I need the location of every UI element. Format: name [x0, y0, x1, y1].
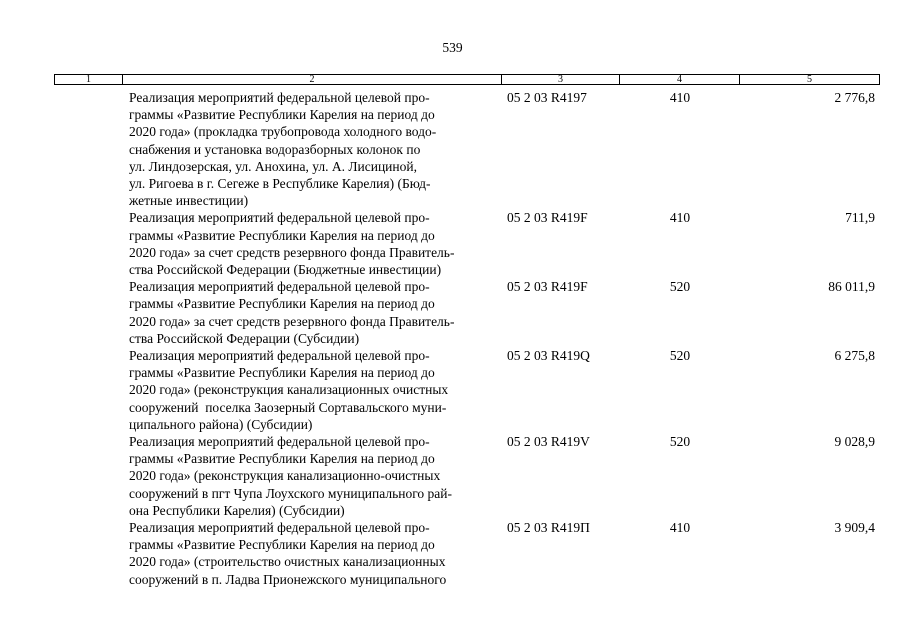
table-row	[0, 519, 905, 588]
row-expense-type: 520	[669, 279, 691, 295]
row-description: Реализация мероприятий федеральной целевой про- граммы «Развитие Республики Карелия на период до 2020 года» (строительство очистных канализационных сооружений в п. Ладва Прионежского муниципального	[129, 520, 447, 587]
row-expense-type: 410	[669, 210, 691, 226]
row-amount: 2 776,8	[834, 90, 875, 105]
row-code: 05 2 03 R419F	[507, 210, 588, 226]
table-row	[0, 347, 905, 433]
row-description: Реализация мероприятий федеральной целевой про- граммы «Развитие Республики Карелия на период до 2020 года» за счет средств резервного фонда Правитель- ства Российской Федерации (Бюджетные инвестиции)	[129, 210, 455, 278]
row-code: 05 2 03 R419F	[507, 279, 588, 295]
table-row	[0, 209, 905, 278]
row-expense-type: 520	[669, 348, 691, 364]
row-description: Реализация мероприятий федеральной целевой про- граммы «Развитие Республики Карелия на период до 2020 года» (реконструкция канализационных очистных сооружений поселка Заозерный Сортавальского муни- ципального района) (Субсидии)	[129, 348, 449, 432]
table-row	[0, 89, 905, 209]
row-expense-type: 520	[669, 434, 691, 450]
table-body	[0, 89, 905, 588]
row-code: 05 2 03 R419V	[507, 434, 590, 450]
row-code: 05 2 03 R4197	[507, 90, 587, 105]
row-description: Реализация мероприятий федеральной целевой про- граммы «Развитие Республики Карелия на период до 2020 года» (прокладка трубопровода холодного водо- снабжения и установка водоразборных колонок по ул. Линдозерская, ул. Анохина, ул. А. Лисициной, ул. Ригоева в г. Сегеже в Республике Карелия) (Бюд- жетные инвестиции)	[129, 90, 437, 209]
row-code: 05 2 03 R419П	[507, 520, 590, 536]
row-amount: 9 028,9	[834, 434, 875, 450]
row-description: Реализация мероприятий федеральной целевой про- граммы «Развитие Республики Карелия на период до 2020 года» (реконструкция канализационно-очистных сооружений в пгт Чупа Лоухского муниципального рай- она Республики Карелия) (Субсидии)	[129, 434, 453, 518]
column-header-2: 2	[123, 75, 502, 84]
row-code: 05 2 03 R419Q	[507, 348, 590, 364]
row-amount: 86 011,9	[828, 279, 875, 295]
table-header	[54, 74, 880, 85]
column-header-1: 1	[55, 75, 123, 84]
row-expense-type: 410	[669, 90, 691, 105]
page-number: 539	[442, 40, 463, 55]
row-amount: 3 909,4	[834, 520, 875, 536]
column-header-3: 3	[502, 75, 620, 84]
row-amount: 6 275,8	[834, 348, 875, 364]
column-header-5: 5	[807, 74, 812, 85]
column-header-4: 4	[620, 75, 740, 84]
row-amount: 711,9	[845, 210, 875, 226]
table-row	[0, 433, 905, 519]
row-description: Реализация мероприятий федеральной целевой про- граммы «Развитие Республики Карелия на период до 2020 года» за счет средств резервного фонда Правитель- ства Российской Федерации (Субсидии)	[129, 279, 455, 346]
table-row	[0, 278, 905, 347]
row-expense-type: 410	[669, 520, 691, 536]
